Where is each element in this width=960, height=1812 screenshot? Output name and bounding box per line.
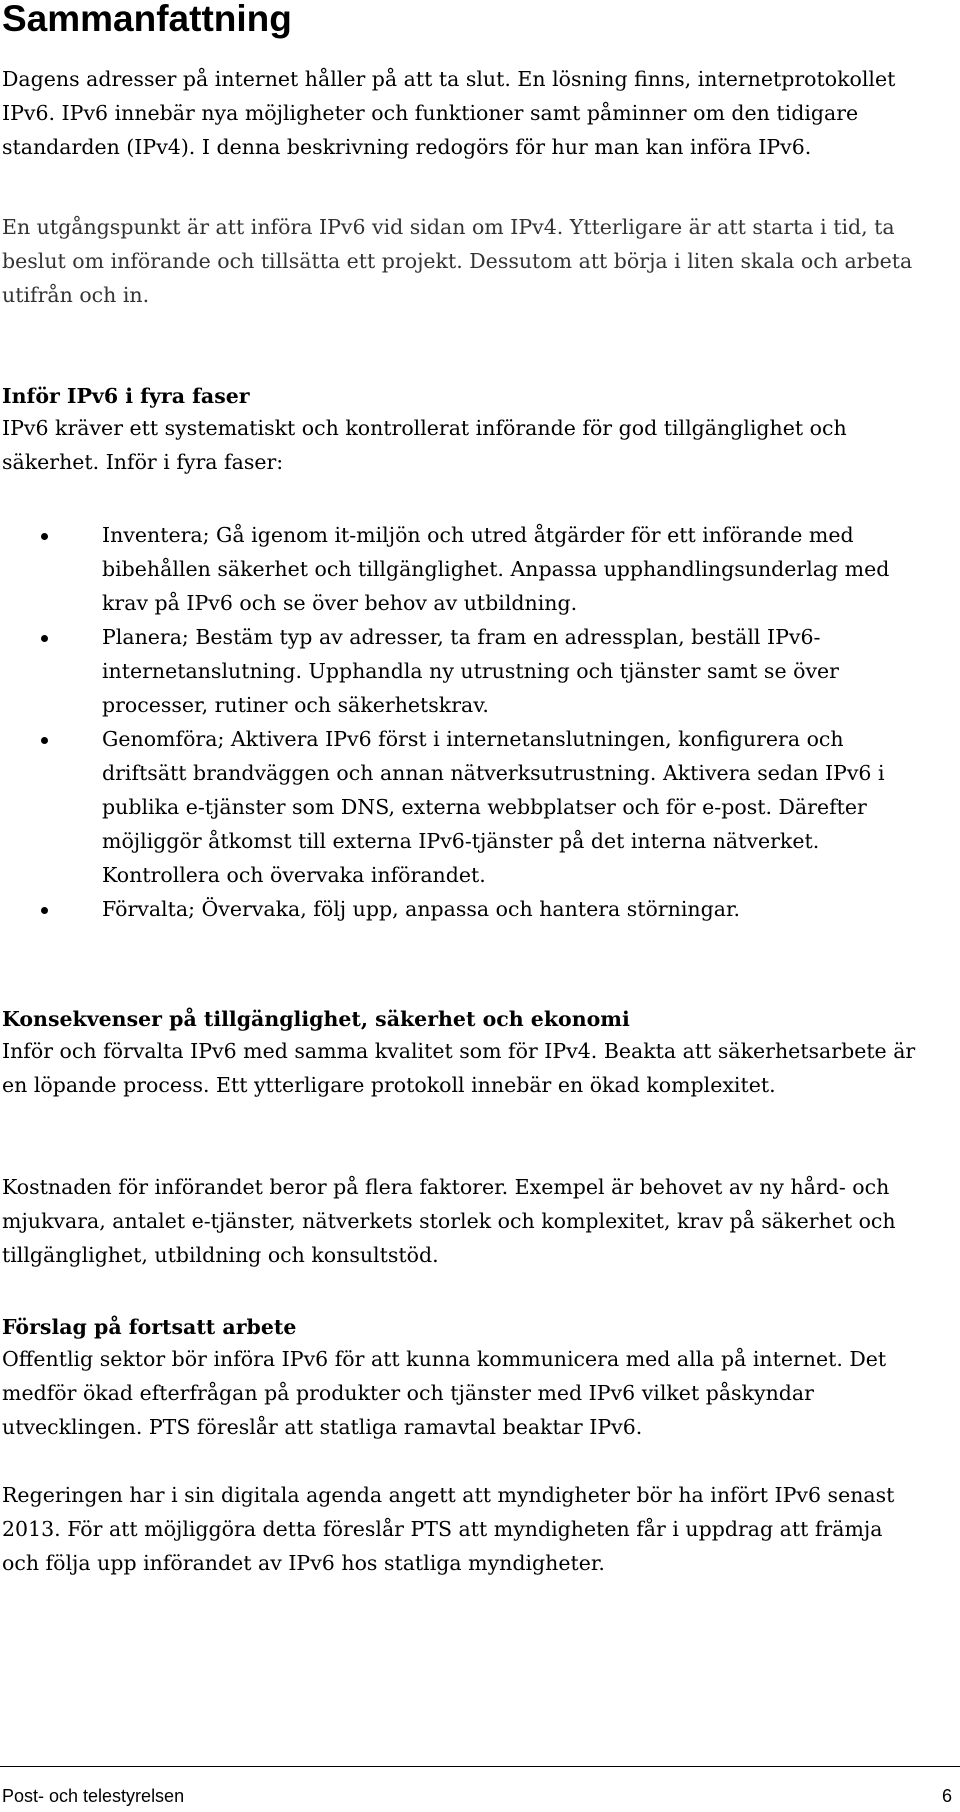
list-item xyxy=(0,892,922,926)
proposals-paragraph-2: Regeringen har i sin digitala agenda angett att myndigheter bör ha infört IPv6 senast 2013. För att möjliggöra detta föreslår PTS att myndigheten får i uppdrag att främja och följa upp införandet av IPv6 hos statliga myndigheter. xyxy=(2,1483,895,1575)
consequences-paragraph-2: Kostnaden för införandet beror på flera faktorer. Exempel är behovet av ny hård- och mjukvara, antalet e-tjänster, nätverkets storlek och komplexitet, krav på säkerhet och tillgänglighet, utbildning och konsultstöd. xyxy=(2,1175,896,1267)
footer-organization: Post- och telestyrelsen xyxy=(2,1786,185,1806)
intro-paragraph-2: En utgångspunkt är att införa IPv6 vid sidan om IPv4. Ytterligare är att starta i tid, ta beslut om införande och tillsätta ett projekt. Dessutom att börja i liten skala och arbeta utifrån och in. xyxy=(2,215,913,307)
phases-list xyxy=(0,518,960,926)
consequences-paragraph-1: Inför och förvalta IPv6 med samma kvalitet som för IPv4. Beakta att säkerhetsarbete är en löpande process. Ett ytterligare protokoll innebär en ökad komplexitet. xyxy=(2,1039,916,1097)
list-item xyxy=(0,518,922,620)
bullet-icon xyxy=(41,533,48,540)
list-item-text: Planera; Bestäm typ av adresser, ta fram en adressplan, beställ IPv6-internetanslutning. Upphandla ny utrustning och tjänster samt se över processer, rutiner och säkerhetskrav. xyxy=(102,625,839,717)
list-item-text: Genomföra; Aktivera IPv6 först i internetanslutningen, konfigurera och driftsätt brandväggen och annan nätverksutrustning. Aktivera sedan IPv6 i publika e-tjänster som DNS, externa webbplatser och för e-post. Därefter möjliggör åtkomst till externa IPv6-tjänster på det interna nätverket. Kontrollera och övervaka införandet. xyxy=(102,727,885,887)
bullet-icon xyxy=(41,907,48,914)
bullet-icon xyxy=(41,635,48,642)
page-number: 6 xyxy=(941,1786,952,1806)
section-heading-phases: Inför IPv6 i fyra faser xyxy=(2,384,250,408)
bullet-icon xyxy=(41,737,48,744)
proposals-paragraph-1: Offentlig sektor bör införa IPv6 för att kunna kommunicera med alla på internet. Det medför ökad efterfrågan på produkter och tjänster med IPv6 vilket påskyndar utvecklingen. PTS föreslår att statliga ramavtal beaktar IPv6. xyxy=(2,1347,887,1439)
list-item xyxy=(0,620,922,722)
footer-divider xyxy=(0,1766,960,1767)
intro-paragraph-1: Dagens adresser på internet håller på att ta slut. En lösning finns, internetprotokollet IPv6. IPv6 innebär nya möjligheter och funktioner samt påminner om den tidigare standarden (IPv4). I denna beskrivning redogörs för hur man kan införa IPv6. xyxy=(2,67,896,159)
list-item-text: Förvalta; Övervaka, följ upp, anpassa och hantera störningar. xyxy=(102,897,741,921)
section-heading-proposals: Förslag på fortsatt arbete xyxy=(2,1315,297,1339)
list-item-text: Inventera; Gå igenom it-miljön och utred åtgärder för ett införande med bibehållen säkerhet och tillgänglighet. Anpassa upphandlingsunderlag med krav på IPv6 och se över behov av utbildning. xyxy=(102,523,890,615)
section-heading-consequences: Konsekvenser på tillgänglighet, säkerhet och ekonomi xyxy=(2,1007,630,1031)
list-item xyxy=(0,722,922,892)
phases-intro: IPv6 kräver ett systematiskt och kontrollerat införande för god tillgänglighet och säkerhet. Inför i fyra faser: xyxy=(2,416,847,474)
page-title: Sammanfattning xyxy=(2,0,292,39)
